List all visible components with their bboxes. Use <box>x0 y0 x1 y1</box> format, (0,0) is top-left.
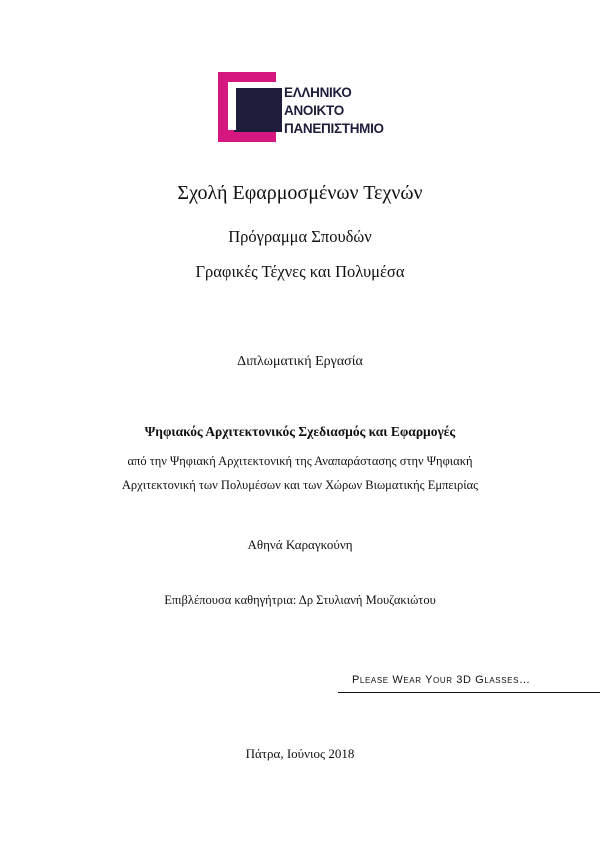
logo-line-1: ΕΛΛΗΝΙΚΟ <box>284 85 352 100</box>
tagline-text: Please Wear Your 3D Glasses… <box>352 674 531 686</box>
school-name: Σχολή Εφαρμοσμένων Τεχνών <box>177 182 423 204</box>
tagline-underline <box>338 692 600 693</box>
thesis-title: Ψηφιακός Αρχιτεκτονικός Σχεδιασμός και Εφαρμογές <box>144 424 456 439</box>
university-logo <box>218 72 408 144</box>
logo-line-2: ΑΝΟΙΚΤΟ <box>284 103 344 118</box>
place-date: Πάτρα, Ιούνιος 2018 <box>245 746 355 761</box>
logo-line-3: ΠΑΝΕΠΙΣΤΗΜΙΟ <box>284 121 384 136</box>
program-label: Πρόγραμμα Σπουδών <box>228 227 372 246</box>
logo-wordmark <box>284 84 384 138</box>
thesis-label: Διπλωματική Εργασία <box>237 354 363 369</box>
program-field: Γραφικές Τέχνες και Πολυμέσα <box>195 262 405 281</box>
thesis-subtitle-line-1: από την Ψηφιακή Αρχιτεκτονική της Αναπαράστασης στην Ψηφιακή <box>127 454 473 468</box>
author-name: Αθηνά Καραγκούνη <box>247 537 353 552</box>
thesis-subtitle-line-2: Αρχιτεκτονική των Πολυμέσων και των Χώρων Βιωματικής Εμπειρίας <box>121 478 479 492</box>
tagline <box>338 674 600 689</box>
logo-mark-icon <box>218 72 282 144</box>
supervisor: Επιβλέπουσα καθηγήτρια: Δρ Στυλιανή Μουζακιώτου <box>164 593 436 607</box>
